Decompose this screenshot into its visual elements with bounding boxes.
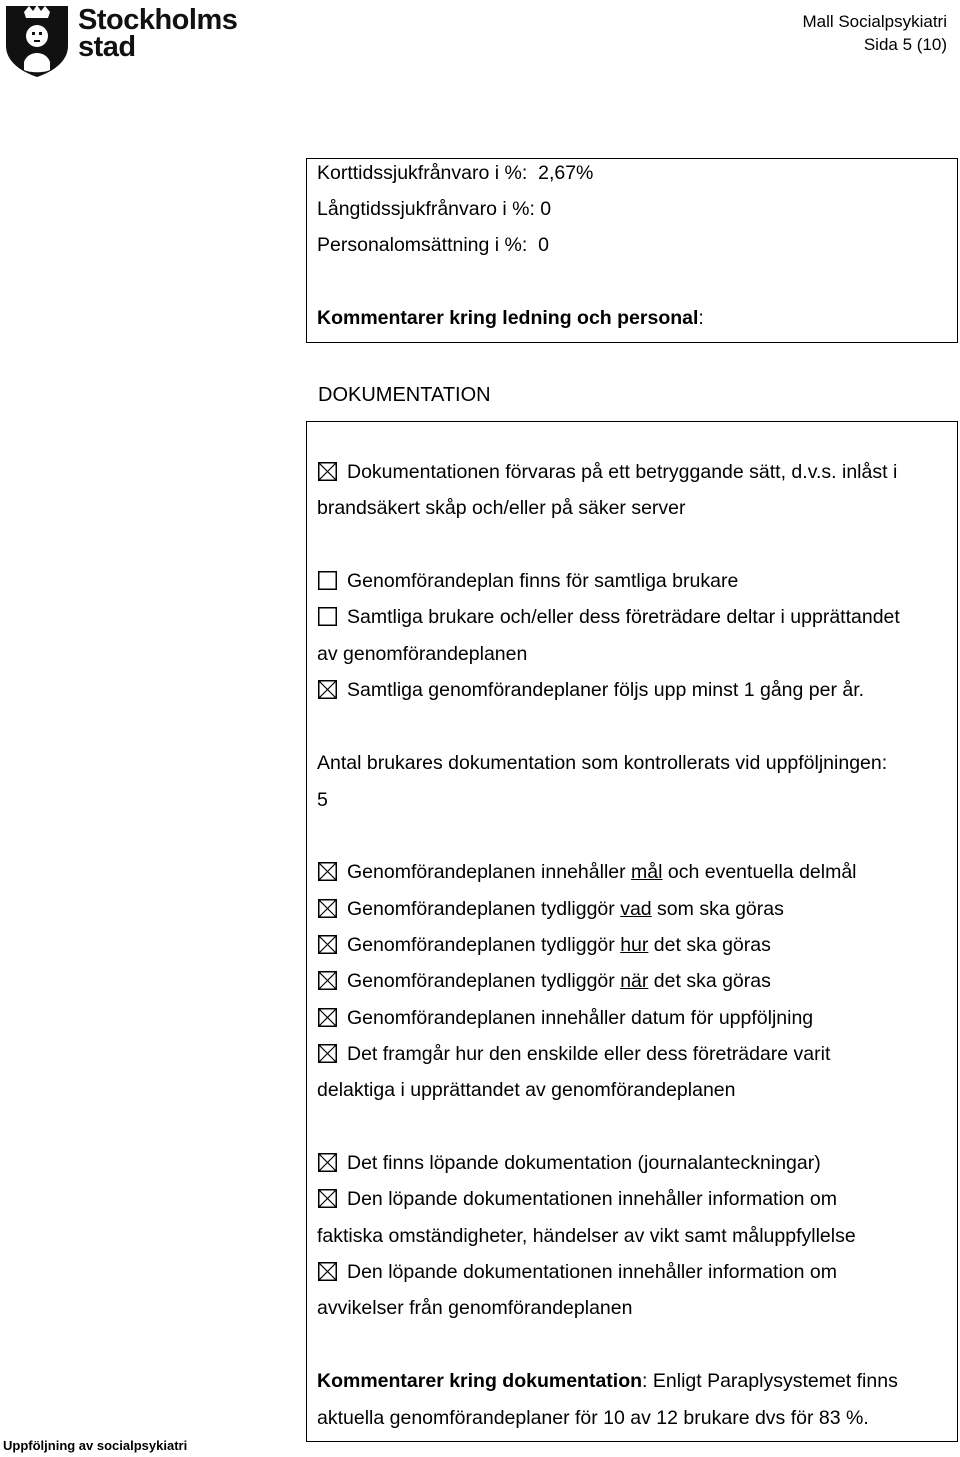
plan-goals-checkbox[interactable]	[318, 862, 337, 881]
long-absence-value: 0	[540, 198, 552, 220]
turnover-label: Personalomsättning i %:	[317, 234, 528, 256]
turnover-row	[317, 233, 549, 257]
turnover-value: 0	[538, 234, 549, 256]
deviations-line1: Den löpande dokumentationen innehåller information om	[347, 1261, 837, 1283]
logo-text-line1: Stockholms	[78, 4, 238, 36]
involved-item	[318, 1042, 830, 1066]
logo-text-line2: stad	[78, 31, 136, 63]
short-absence-value: 2,67%	[538, 162, 594, 184]
documentation-comment-rest: : Enligt Paraplysystemet finns	[642, 1370, 898, 1392]
plan-goals-pre: Genomförandeplanen innehåller	[347, 861, 632, 883]
plan-date-checkbox[interactable]	[318, 1008, 337, 1027]
plan-when-post: det ska göras	[648, 970, 771, 992]
personnel-comment	[317, 306, 704, 330]
plan-when-u: när	[620, 970, 649, 992]
header-info	[802, 10, 947, 56]
plan-how-post: det ska göras	[648, 934, 771, 956]
storage-line2: brandsäkert skåp och/eller på säker server	[317, 497, 686, 519]
section-title: DOKUMENTATION	[318, 384, 491, 406]
plan-exists-text: Genomförandeplan finns för samtliga brukare	[347, 570, 739, 592]
plan-exists-item	[318, 569, 738, 593]
plan-goals-item	[318, 860, 857, 884]
plan-how-u: hur	[620, 934, 649, 956]
personnel-comment-suffix: :	[698, 307, 704, 329]
long-absence-label: Långtidssjukfrånvaro i %:	[317, 198, 535, 220]
participate-line2: av genomförandeplanen	[317, 643, 528, 665]
facts-item	[318, 1187, 837, 1211]
short-absence-row	[317, 161, 593, 185]
plan-how-item	[318, 933, 771, 957]
facts-line2: faktiska omständigheter, händelser av vikt samt måluppfyllelse	[317, 1225, 856, 1247]
personnel-comment-label: Kommentarer kring ledning och personal	[317, 307, 699, 329]
journal-text: Det finns löpande dokumentation (journalanteckningar)	[347, 1152, 821, 1174]
journal-item	[318, 1151, 821, 1175]
long-absence-row	[317, 197, 551, 221]
page-number: Sida 5 (10)	[863, 35, 947, 54]
plan-exists-checkbox[interactable]	[318, 571, 337, 590]
plan-what-checkbox[interactable]	[318, 899, 337, 918]
plan-date-item	[318, 1006, 813, 1030]
storage-checkbox[interactable]	[318, 462, 337, 481]
plan-goals-post: och eventuella delmål	[662, 861, 857, 883]
participate-item	[318, 605, 900, 629]
storage-item	[318, 460, 897, 484]
plan-how-checkbox[interactable]	[318, 935, 337, 954]
facts-checkbox[interactable]	[318, 1189, 337, 1208]
followup-text: Samtliga genomförandeplaner följs upp minst 1 gång per år.	[347, 679, 865, 701]
followup-item	[318, 678, 864, 702]
count-label: Antal brukares dokumentation som kontrollerats vid uppföljningen:	[317, 752, 888, 774]
followup-checkbox[interactable]	[318, 680, 337, 699]
doc-title: Mall Socialpsykiatri	[802, 12, 947, 31]
plan-what-post: som ska göras	[651, 898, 784, 920]
plan-date-text: Genomförandeplanen innehåller datum för uppföljning	[347, 1007, 814, 1029]
plan-what-item	[318, 897, 784, 921]
crest-icon	[4, 2, 70, 78]
facts-line1: Den löpande dokumentationen innehåller information om	[347, 1188, 837, 1210]
journal-checkbox[interactable]	[318, 1153, 337, 1172]
documentation-comment	[317, 1369, 898, 1393]
documentation-comment-line2: aktuella genomförandeplaner för 10 av 12 brukare dvs för 83 %.	[317, 1407, 869, 1429]
deviations-item	[318, 1260, 837, 1284]
stockholm-logo	[4, 2, 244, 78]
involved-line1: Det framgår hur den enskilde eller dess företrädare varit	[347, 1043, 831, 1065]
plan-goals-u: mål	[631, 861, 663, 883]
plan-when-item	[318, 969, 771, 993]
deviations-line2: avvikelser från genomförandeplanen	[317, 1297, 633, 1319]
participate-line1: Samtliga brukare och/eller dess företrädare deltar i upprättandet	[347, 606, 900, 628]
count-value: 5	[317, 789, 328, 811]
involved-checkbox[interactable]	[318, 1044, 337, 1063]
plan-what-pre: Genomförandeplanen tydliggör	[347, 898, 621, 920]
short-absence-label: Korttidssjukfrånvaro i %:	[317, 162, 528, 184]
footer-text: Uppföljning av socialpsykiatri	[3, 1438, 188, 1453]
plan-when-checkbox[interactable]	[318, 971, 337, 990]
deviations-checkbox[interactable]	[318, 1262, 337, 1281]
documentation-comment-label: Kommentarer kring dokumentation	[317, 1370, 643, 1392]
involved-line2: delaktiga i upprättandet av genomförandeplanen	[317, 1079, 736, 1101]
plan-when-pre: Genomförandeplanen tydliggör	[347, 970, 621, 992]
participate-checkbox[interactable]	[318, 607, 337, 626]
plan-what-u: vad	[620, 898, 652, 920]
storage-line1: Dokumentationen förvaras på ett betryggande sätt, d.v.s. inlåst i	[347, 461, 898, 483]
plan-how-pre: Genomförandeplanen tydliggör	[347, 934, 621, 956]
